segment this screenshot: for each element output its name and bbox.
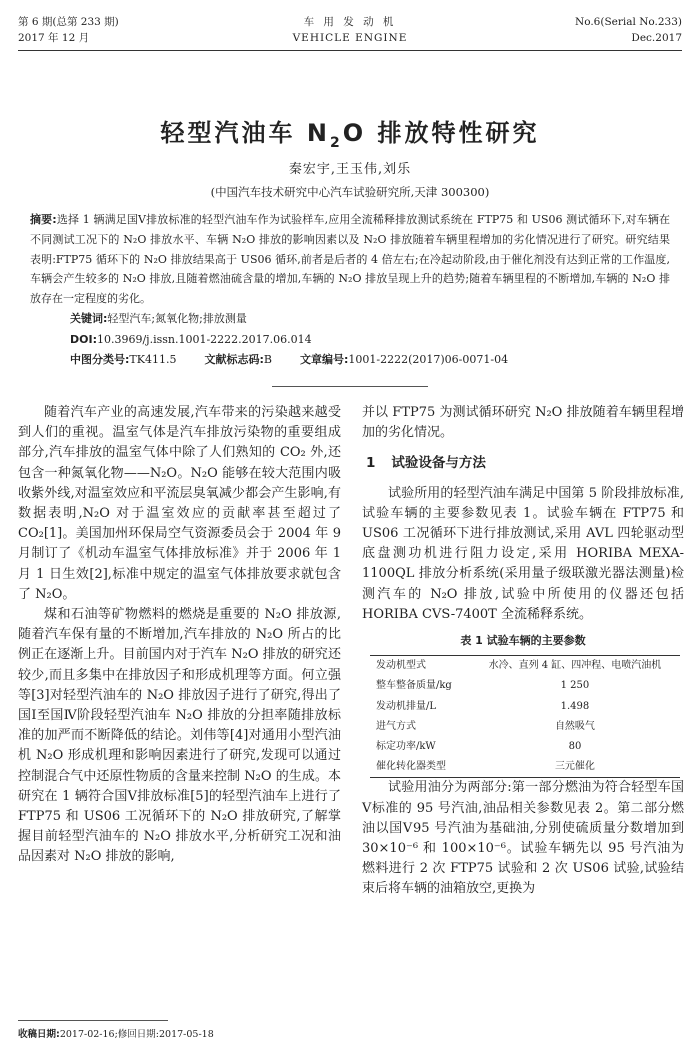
table-cell-value: 1 250 (560, 680, 590, 692)
title-pre: 轻型汽油车 N (160, 119, 330, 147)
clc-label: 中图分类号: (70, 353, 130, 366)
title-sub: 2 (329, 134, 343, 151)
table-cell-value: 自然吸气 (554, 720, 595, 732)
clc-value: TK411.5 (129, 353, 177, 366)
doi-label: DOI: (70, 333, 97, 346)
table-cell-value: 水冷、直列 4 缸、四冲程、电喷汽油机 (470, 656, 680, 677)
table-1-title: 表 1 试验车辆的主要参数 (460, 634, 586, 648)
classification (70, 353, 508, 367)
table-row (370, 717, 680, 737)
issue-en: No.6(Serial No.233) (575, 16, 682, 28)
dates-label: 收稿日期: (18, 1029, 60, 1040)
doc-value: B (263, 353, 272, 366)
affiliation: (中国汽车技术研究中心汽车试验研究所,天津 300300) (210, 185, 490, 199)
title-post: O 排放特性研究 (342, 119, 540, 147)
section-number: 1 (366, 455, 376, 472)
keywords-label: 关键词: (70, 312, 108, 325)
doc-label: 文献标志码: (204, 353, 264, 366)
left-column (18, 403, 341, 868)
section-title: 试验设备与方法 (391, 455, 486, 472)
header-right (575, 14, 682, 46)
right-continuation: 并以 FTP75 为测试循环研究 N₂O 排放随着车辆里程增加的劣化情况。 (362, 405, 684, 441)
table-cell-value: 三元催化 (470, 757, 680, 778)
right-paragraph-1: 试验所用的轻型汽油车满足中国第 5 阶段排放标准,试验车辆的主要参数见表 1。试验车辆在 FTP75 和 US06 工况循环下进行排放测试,采用 AVL 四轮驱动型底盘测功机进行阻力设定,采用 HORIBA MEXA-1100QL 排放分析系统(采用量子级联激光器法测量)检测汽车的 N₂O 排放,试验中所使用的仪器还包括 HORIBA CVS-7400T 全流稀释系统。 (362, 485, 684, 622)
paper-title (0, 113, 700, 151)
table-cell-value: 80 (568, 741, 582, 753)
header-rule (18, 50, 682, 51)
table-cell-label: 标定功率/kW (376, 741, 436, 753)
abstract-separator (272, 386, 428, 387)
table-row (370, 737, 680, 757)
authors: 秦宏宇,王玉伟,刘乐 (288, 162, 412, 177)
left-paragraph-2: 煤和石油等矿物燃料的燃烧是重要的 N₂O 排放源,随着汽车保有量的不断增加,汽车排放的 N₂O 所占的比例正在逐渐上升。目前国内对于汽车 N₂O 排放的研究还较少,而且多集中在排放因子和形成机理等方面。何立强等[3]对轻型汽油车的 N₂O 排放因子进行了研究,得出了国Ⅰ至国Ⅳ阶段轻型汽油车 N₂O 排放的分担率随排放标准的加严而不断降低的结论。刘伟等[4]对通用小型汽油机 N₂O 形成机理和影响因素进行了研究,发现可以通过控制混合气中还原性物质的含量来控制 N₂O 的生成。本研究在 1 辆符合国Ⅴ排放标准[5]的轻型汽油车上进行了 FTP75 和 US06 工况循环下的 N₂O 排放研究,了解掌握目前轻型汽油车的 N₂O 排放水平,分析研究工况和油品因素对 N₂O 排放的影响, (18, 607, 341, 865)
issue-cn: 第 6 期(总第 233 期) (18, 16, 119, 28)
date-cn: 2017 年 12 月 (18, 32, 90, 44)
journal-cn: 车 用 发 动 机 (303, 16, 397, 28)
keywords-text: 轻型汽车;氮氧化物;排放测量 (107, 312, 247, 325)
abstract (30, 210, 670, 309)
abstract-label: 摘要: (30, 213, 57, 226)
left-paragraph-1: 随着汽车产业的高速发展,汽车带来的污染越来越受到人们的重视。温室气体是汽车排放污染物的重要组成部分,汽车排放的温室气体中除了人们熟知的 CO₂ 外,还包含一种氮氧化物——N₂O。N₂O 能够在较大范围内吸收紫外线,对温室效应和平流层臭氧减少都会产生影响,有数据表明,N₂O 对于温室效应的贡献率甚至超过了 CO₂[1]。美国加州环保局空气资源委员会于 2004 年 9 月制订了《机动车温室气体排放标准》并于 2006 年 1 月 1 日生效[2],标准中规定的温室气体排放要求就包含了 N₂O。 (18, 405, 341, 602)
running-header (18, 14, 682, 50)
table-cell-label: 发动机排量/L (376, 700, 437, 712)
table-cell-label: 催化转化器类型 (370, 757, 470, 778)
table-cell-label: 发动机型式 (370, 656, 470, 677)
right-paragraph-2: 试验用油分为两部分:第一部分燃油为符合轻型车国Ⅴ标准的 95 号汽油,油品相关参数见表 2。第二部分燃油以国Ⅴ95 号汽油为基础油,分别使硫质量分数增加到 30×10⁻⁶ 和 100×10⁻⁶。试验车辆先以 95 号汽油为燃料进行 2 次 FTP75 试验和 2 次 US06 试验,试验结束后将车辆的油箱放空,更换为 (362, 780, 684, 897)
footnote-dates (18, 1026, 214, 1040)
doi-text: 10.3969/j.issn.1001-2222.2017.06.014 (96, 333, 312, 346)
section-heading (366, 453, 684, 473)
table-cell-label: 进气方式 (376, 720, 416, 732)
table-cell-value: 1.498 (560, 700, 590, 712)
table-row (370, 697, 680, 717)
dates-text: 2017-02-16;修回日期:2017-05-18 (59, 1029, 214, 1040)
table-row (370, 757, 680, 778)
journal-en: VEHICLE ENGINE (292, 32, 408, 44)
table-cell-label: 整车整备质量/kg (376, 680, 452, 692)
doi (70, 333, 312, 347)
table-1 (370, 655, 680, 778)
right-column (362, 403, 684, 900)
table-row (370, 676, 680, 696)
article-label: 文章编号: (299, 353, 349, 366)
footnote-rule (18, 1020, 168, 1021)
keywords (70, 312, 247, 326)
date-en: Dec.2017 (631, 32, 682, 44)
abstract-text: 选择 1 辆满足国Ⅴ排放标准的轻型汽油车作为试验样车,应用全流稀释排放测试系统在 FTP75 和 US06 测试循环下,对车辆在不同测试工况下的 N₂O 排放水平、车辆 N₂O 排放的影响因素以及 N₂O 排放随着车辆里程增加的劣化情况进行了研究。研究结果表明:FTP75 循环下的 N₂O 排放结果高于 US06 循环,前者是后者的 4 倍左右;在冷起动阶段,由于催化剂没有达到正常的工作温度,车辆会产生较多的 N₂O 排放,且随着燃油硫含量的增加,车辆的 N₂O 排放呈现上升的趋势;随着车辆里程的不断增加,车辆的 N₂O 排放存在一定程度的劣化。 (30, 213, 670, 306)
table-row (370, 656, 680, 677)
article-value: 1001-2222(2017)06-0071-04 (348, 353, 509, 366)
